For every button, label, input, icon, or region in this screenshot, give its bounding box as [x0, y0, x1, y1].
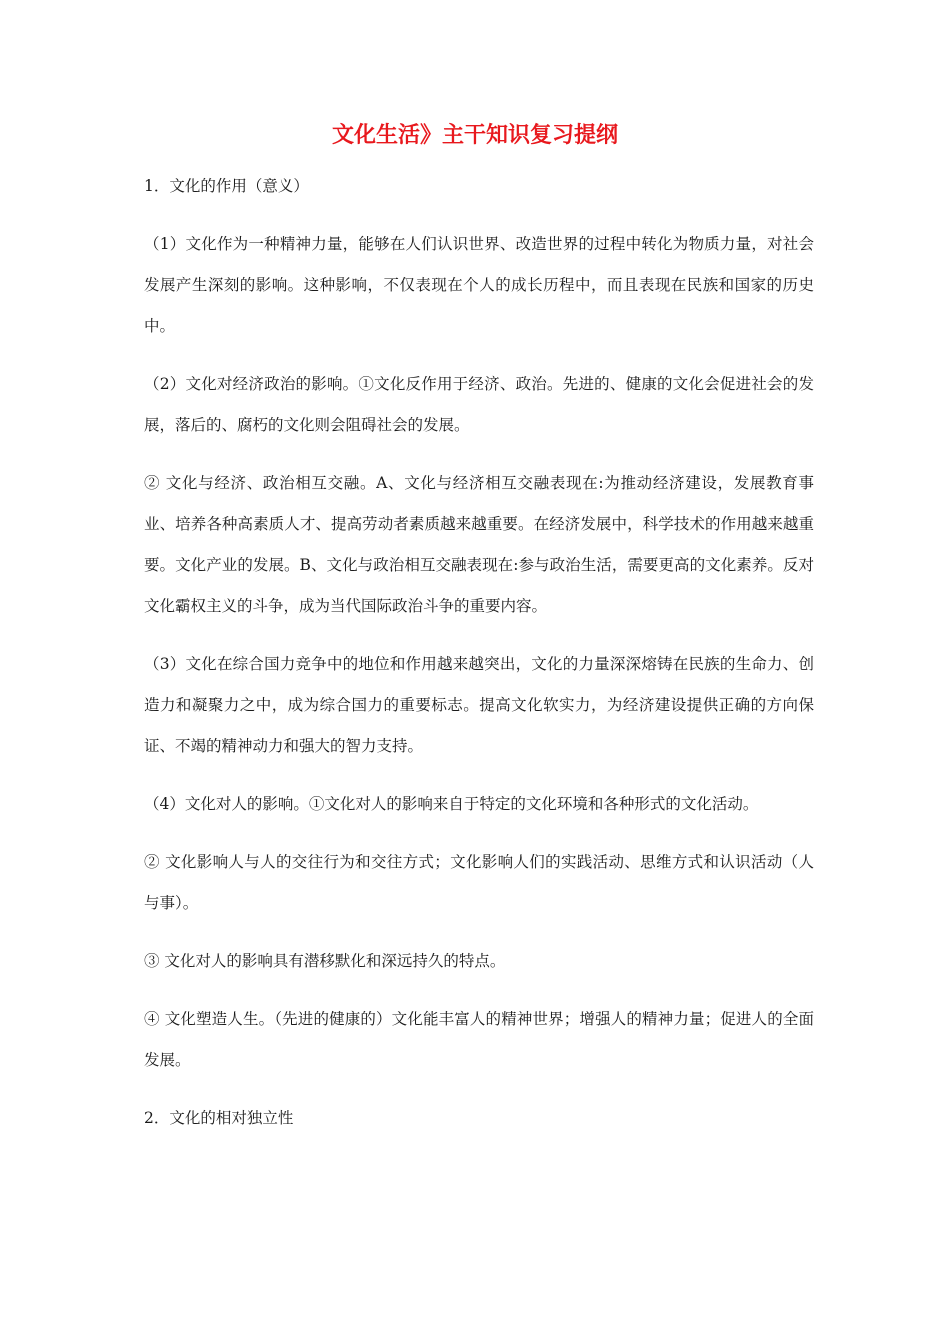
paragraph: ② 文化与经济、政治相互交融。A、文化与经济相互交融表现在:为推动经济建设，发展教育事业、培养各种高素质人才、提高劳动者素质越来越重要。在经济发展中，科学技术的作用越来越重要。文化产业的发展。B、文化与政治相互交融表现在:参与政治生活，需要更高的文化素养。反对文化霸权主义的斗争，成为当代国际政治斗争的重要内容。 [144, 474, 814, 615]
paragraph: （2）文化对经济政治的影响。①文化反作用于经济、政治。先进的、健康的文化会促进社会的发展，落后的、腐朽的文化则会阻碍社会的发展。 [144, 375, 814, 434]
document-body [144, 166, 814, 1156]
section-heading-1: 1．文化的作用（意义） [144, 177, 309, 195]
document-title: 文化生活》主干知识复习提纲 [331, 123, 618, 148]
section-heading-2: 2．文化的相对独立性 [144, 1109, 294, 1127]
paragraph: （1）文化作为一种精神力量，能够在人们认识世界、改造世界的过程中转化为物质力量，对社会发展产生深刻的影响。这种影响，不仅表现在个人的成长历程中，而且表现在民族和国家的历史中。 [144, 235, 814, 335]
paragraph: ② 文化影响人与人的交往行为和交往方式；文化影响人们的实践活动、思维方式和认识活动（人与事）。 [144, 853, 814, 912]
paragraph: （3）文化在综合国力竞争中的地位和作用越来越突出，文化的力量深深熔铸在民族的生命力、创造力和凝聚力之中，成为综合国力的重要标志。提高文化软实力，为经济建设提供正确的方向保证、不竭的精神动力和强大的智力支持。 [144, 655, 814, 755]
paragraph: （4）文化对人的影响。①文化对人的影响来自于特定的文化环境和各种形式的文化活动。 [144, 795, 759, 813]
paragraph: ③ 文化对人的影响具有潜移默化和深远持久的特点。 [144, 952, 506, 970]
paragraph: ④ 文化塑造人生。（先进的健康的）文化能丰富人的精神世界；增强人的精神力量；促进人的全面发展。 [144, 1010, 814, 1069]
